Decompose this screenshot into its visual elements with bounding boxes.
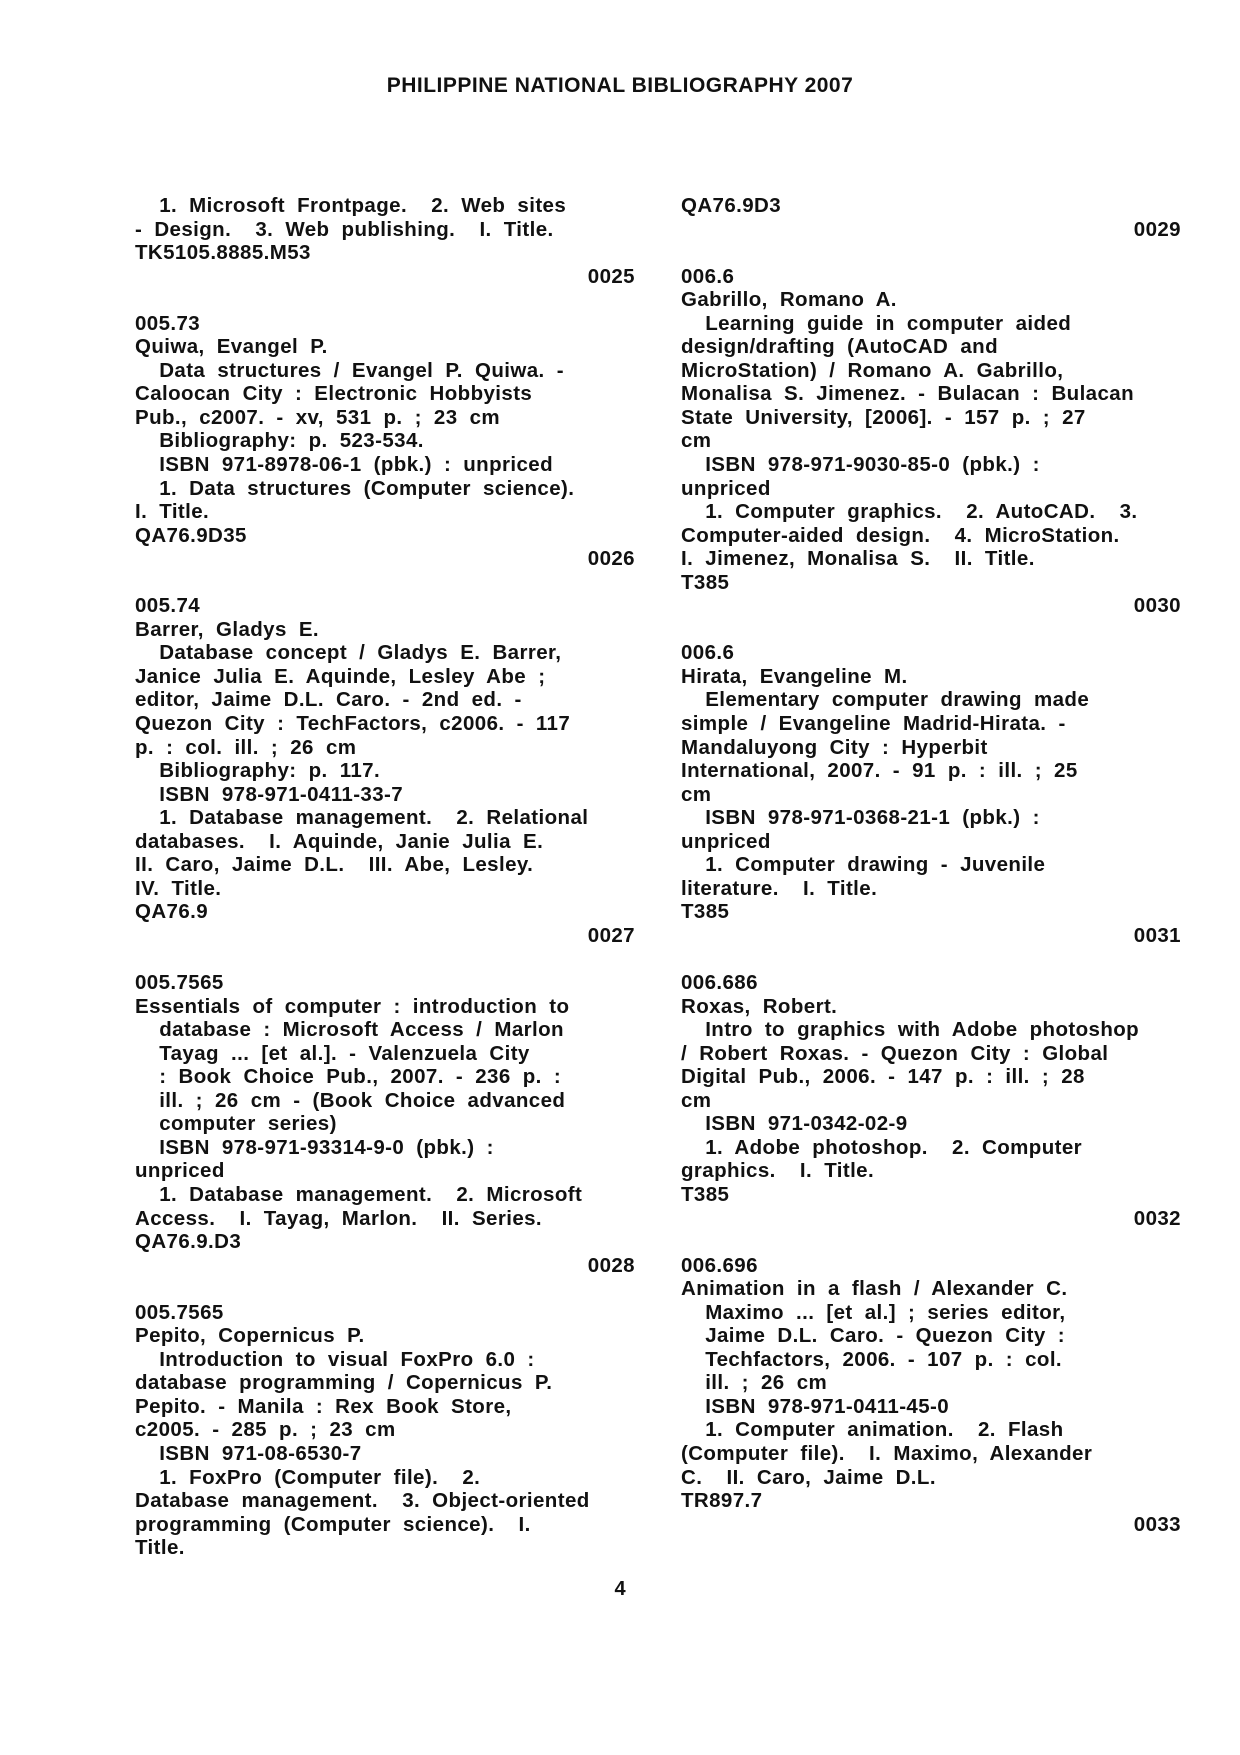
entry-line: QA76.9.D3 — [135, 1230, 242, 1254]
entry-line: Database concept / Gladys E. Barrer, — [135, 641, 562, 665]
entry-line: / Robert Roxas. - Quezon City : Global — [681, 1041, 1109, 1065]
entry-line: 1. Database management. 2. Microsoft — [135, 1182, 583, 1206]
entry-line: Elementary computer drawing made — [681, 688, 1090, 712]
entry-line: Digital Pub., 2006. - 147 p. : ill. ; 28 — [681, 1065, 1085, 1089]
entry-line: ISBN 978-971-0411-45-0 — [681, 1394, 950, 1418]
entry-line: Gabrillo, Romano A. — [681, 288, 897, 312]
blank-line — [681, 948, 1181, 972]
entry-line: Intro to graphics with Adobe photoshop — [681, 1018, 1140, 1042]
page-header: PHILIPPINE NATIONAL BIBLIOGRAPHY 2007 — [386, 74, 854, 97]
entry-line: Pepito. - Manila : Rex Book Store, — [135, 1394, 512, 1418]
entry-line: ISBN 971-8978-06-1 (pbk.) : unpriced — [135, 453, 554, 477]
entry-line: ISBN 971-08-6530-7 — [135, 1441, 362, 1465]
entry-line: unpriced — [681, 476, 771, 500]
entry-line: programming (Computer science). I. — [135, 1512, 531, 1536]
entry-line: C. II. Caro, Jaime D.L. — [681, 1465, 936, 1489]
entry-line: II. Caro, Jaime D.L. III. Abe, Lesley. — [135, 853, 534, 877]
entry-line: 006.6 — [681, 641, 735, 665]
entry-number: 0033 — [1133, 1512, 1181, 1536]
entry-line: ISBN 978-971-93314-9-0 (pbk.) : — [135, 1135, 494, 1159]
entry-number: 0029 — [1133, 217, 1181, 241]
entry-line: ill. ; 26 cm - (Book Choice advanced — [135, 1088, 566, 1112]
entry-line: QA76.9 — [135, 900, 209, 924]
entry-line: ISBN 978-971-0368-21-1 (pbk.) : — [681, 806, 1040, 830]
blank-line — [681, 1230, 1181, 1254]
entry-line: design/drafting (AutoCAD and — [681, 335, 999, 359]
entry-line: 006.686 — [681, 971, 758, 995]
entry-line: I. Title. — [135, 500, 210, 524]
entry-line: - Design. 3. Web publishing. I. Title. — [135, 217, 554, 241]
blank-line — [135, 571, 635, 595]
entry-line: Techfactors, 2006. - 107 p. : col. — [681, 1347, 1063, 1371]
entry-line: cm — [681, 782, 712, 806]
entry-line: 005.7565 — [135, 1300, 224, 1324]
entry-line: Access. I. Tayag, Marlon. II. Series. — [135, 1206, 543, 1230]
entry-line: T385 — [681, 900, 730, 924]
blank-line — [135, 1277, 635, 1301]
entry-line: IV. Title. — [135, 876, 222, 900]
entry-line: Introduction to visual FoxPro 6.0 : — [135, 1347, 535, 1371]
entry-number: 0028 — [587, 1253, 635, 1277]
entry-line: I. Jimenez, Monalisa S. II. Title. — [681, 547, 1035, 571]
entry-line: Data structures / Evangel P. Quiwa. - — [135, 358, 564, 382]
entry-line: Pub., c2007. - xv, 531 p. ; 23 cm — [135, 405, 501, 429]
entry-line: MicroStation) / Romano A. Gabrillo, — [681, 358, 1064, 382]
entry-number: 0025 — [587, 264, 635, 288]
entry-line: c2005. - 285 p. ; 23 cm — [135, 1418, 396, 1442]
entry-line: 1. Adobe photoshop. 2. Computer — [681, 1135, 1083, 1159]
entry-line: TK5105.8885.M53 — [135, 241, 311, 265]
entry-number: 0030 — [1133, 594, 1181, 618]
entry-line: Tayag ... [et al.]. - Valenzuela City — [135, 1041, 530, 1065]
entry-line: simple / Evangeline Madrid-Hirata. - — [681, 712, 1066, 736]
entry-line: 1. Database management. 2. Relational — [135, 806, 589, 830]
entry-line: database programming / Copernicus P. — [135, 1371, 553, 1395]
entry-line: 005.73 — [135, 311, 201, 335]
entry-line: 1. FoxPro (Computer file). 2. — [135, 1465, 481, 1489]
entry-line: Computer-aided design. 4. MicroStation. — [681, 523, 1120, 547]
entry-line: ISBN 971-0342-02-9 — [681, 1112, 908, 1136]
entry-line: Bibliography: p. 523-534. — [135, 429, 424, 453]
entry-line: Barrer, Gladys E. — [135, 617, 320, 641]
entry-line: Title. — [135, 1536, 185, 1560]
entry-line: Jaime D.L. Caro. - Quezon City : — [681, 1324, 1065, 1348]
entry-line: Monalisa S. Jimenez. - Bulacan : Bulacan — [681, 382, 1135, 406]
entry-line: T385 — [681, 570, 730, 594]
entry-line: 1. Data structures (Computer science). — [135, 476, 575, 500]
entry-line: Learning guide in computer aided — [681, 311, 1072, 335]
entry-line: Bibliography: p. 117. — [135, 759, 381, 783]
entry-line: Database management. 3. Object-oriented — [135, 1489, 590, 1513]
entry-line: Quezon City : TechFactors, c2006. - 117 — [135, 712, 571, 736]
entry-line: Animation in a flash / Alexander C. — [681, 1277, 1068, 1301]
entry-line: 006.696 — [681, 1253, 758, 1277]
entry-line: databases. I. Aquinde, Janie Julia E. — [135, 829, 544, 853]
entry-line: Essentials of computer : introduction to — [135, 994, 570, 1018]
page-number: 4 — [614, 1578, 626, 1600]
entry-line: ISBN 978-971-0411-33-7 — [135, 782, 404, 806]
entry-line: computer series) — [135, 1112, 337, 1136]
entry-line: QA76.9D35 — [135, 523, 247, 547]
entry-line: Maximo ... [et al.] ; series editor, — [681, 1300, 1066, 1324]
entry-number: 0032 — [1133, 1206, 1181, 1230]
entry-line: 1. Microsoft Frontpage. 2. Web sites — [135, 194, 567, 217]
entry-line: Caloocan City : Electronic Hobbyists — [135, 382, 533, 406]
entry-line: 1. Computer animation. 2. Flash — [681, 1418, 1064, 1442]
entry-number: 0031 — [1133, 923, 1181, 947]
left-column — [135, 194, 635, 1560]
entry-line: ill. ; 26 cm — [681, 1371, 828, 1395]
entry-line: cm — [681, 429, 712, 453]
entry-line: unpriced — [135, 1159, 225, 1183]
blank-line — [681, 241, 1181, 265]
entry-line: cm — [681, 1088, 712, 1112]
entry-line: QA76.9D3 — [681, 194, 782, 217]
entry-line: 005.74 — [135, 594, 201, 618]
entry-number: 0027 — [587, 923, 635, 947]
entry-number: 0026 — [587, 547, 635, 571]
entry-line: 1. Computer graphics. 2. AutoCAD. 3. — [681, 500, 1138, 524]
entry-line: State University, [2006]. - 157 p. ; 27 — [681, 405, 1086, 429]
entry-line: Mandaluyong City : Hyperbit — [681, 735, 988, 759]
entry-line: unpriced — [681, 829, 771, 853]
blank-line — [681, 618, 1181, 642]
entry-line: literature. I. Title. — [681, 876, 878, 900]
entry-line: editor, Jaime D.L. Caro. - 2nd ed. - — [135, 688, 522, 712]
blank-line — [135, 948, 635, 972]
entry-line: 1. Computer drawing - Juvenile — [681, 853, 1046, 877]
entry-line: graphics. I. Title. — [681, 1159, 875, 1183]
entry-line: Hirata, Evangeline M. — [681, 664, 908, 688]
entry-line: Quiwa, Evangel P. — [135, 335, 328, 359]
entry-line: ISBN 978-971-9030-85-0 (pbk.) : — [681, 453, 1040, 477]
entry-line: Pepito, Copernicus P. — [135, 1324, 365, 1348]
entry-line: p. : col. ill. ; 26 cm — [135, 735, 357, 759]
entry-line: Roxas, Robert. — [681, 994, 838, 1018]
entry-line: T385 — [681, 1182, 730, 1206]
entry-line: International, 2007. - 91 p. : ill. ; 25 — [681, 759, 1078, 783]
entry-line: (Computer file). I. Maximo, Alexander — [681, 1441, 1093, 1465]
entry-line: database : Microsoft Access / Marlon — [135, 1018, 564, 1042]
entry-line: 006.6 — [681, 264, 735, 288]
entry-line: : Book Choice Pub., 2007. - 236 p. : — [135, 1065, 562, 1089]
entry-line: TR897.7 — [681, 1489, 763, 1513]
entry-line: 005.7565 — [135, 971, 224, 995]
entry-line: Janice Julia E. Aquinde, Lesley Abe ; — [135, 664, 546, 688]
blank-line — [135, 288, 635, 312]
right-column — [681, 194, 1181, 1536]
